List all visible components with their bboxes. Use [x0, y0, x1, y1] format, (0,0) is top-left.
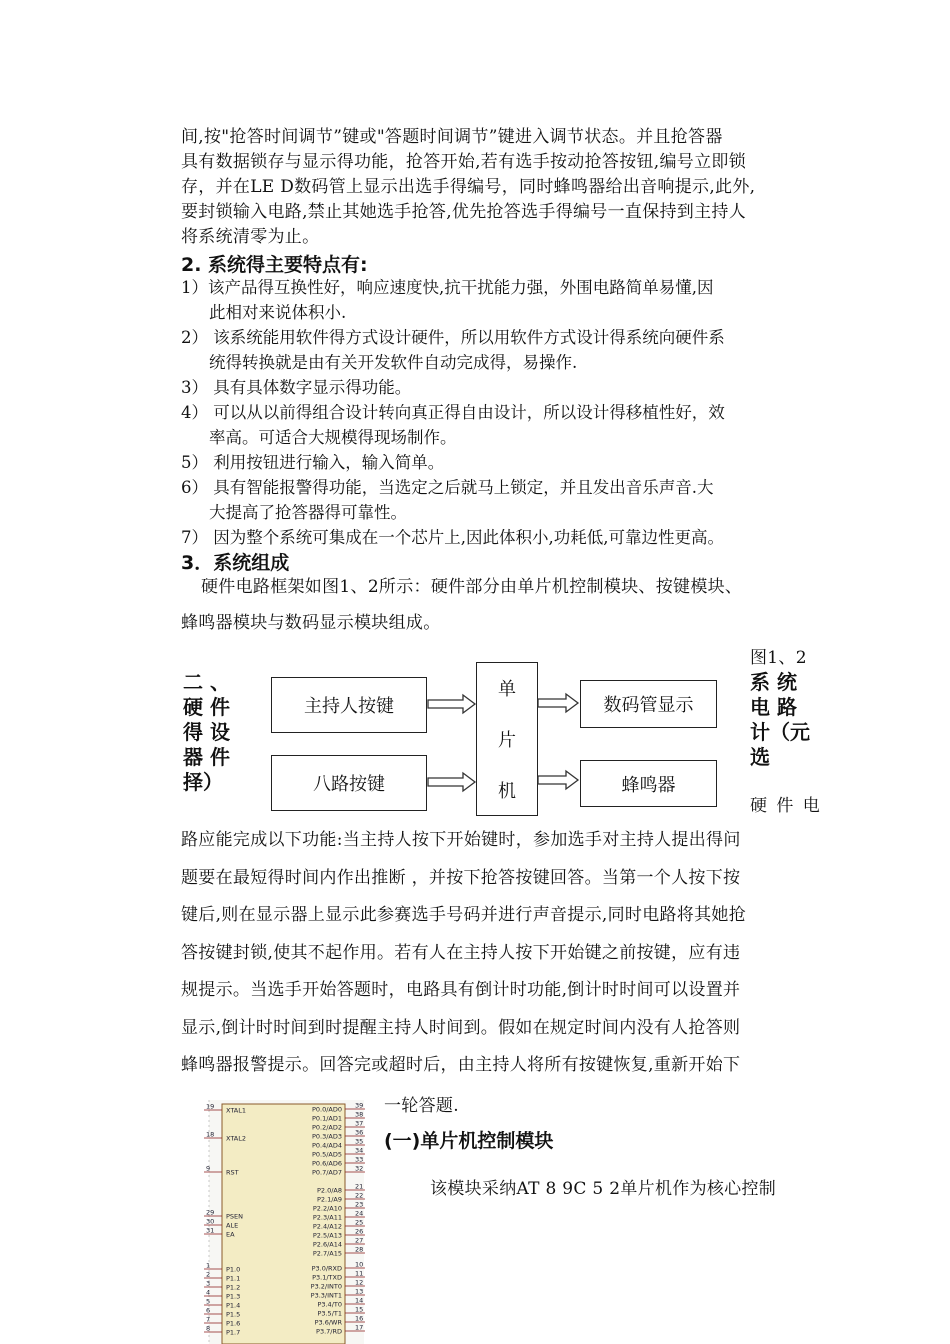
- chip-right-pins: [311, 1102, 365, 1336]
- pin-number: 28: [355, 1245, 364, 1254]
- pin-number: 12: [355, 1278, 364, 1287]
- pin-name: EA: [226, 1230, 235, 1239]
- feature-item: [181, 325, 821, 375]
- host-key-label: 主持人按键: [304, 696, 394, 717]
- pin-number: 37: [355, 1119, 364, 1128]
- right-text-line: 电 路: [750, 695, 797, 719]
- display-label: 数码管显示: [603, 695, 694, 716]
- pin-number: 30: [206, 1217, 215, 1226]
- feature-item: [181, 525, 821, 550]
- pin-name: P1.1: [226, 1274, 241, 1283]
- pin-name: PSEN: [226, 1212, 244, 1221]
- pin-number: 13: [355, 1287, 364, 1296]
- feature-item-cont: 大提高了抢答器得可靠性。: [209, 503, 407, 522]
- pin-name: P0.7/AD7: [311, 1168, 342, 1177]
- pin-name: P0.6/AD6: [311, 1159, 342, 1168]
- figure-right-text: [750, 670, 830, 770]
- pin-number: 26: [355, 1227, 364, 1236]
- pin-number: 33: [355, 1155, 364, 1164]
- left-text-line: 器 件: [183, 745, 230, 769]
- pin-name: P3.6/WR: [314, 1318, 342, 1327]
- section2-heading: 2. 系统得主要特点有:: [181, 254, 368, 276]
- figure-right-tail: 硬 件 电: [750, 796, 822, 816]
- pin-name: P1.3: [226, 1292, 241, 1301]
- pin-name: P1.2: [226, 1283, 241, 1292]
- pin-number: 11: [355, 1269, 364, 1278]
- pin-name: RST: [226, 1168, 239, 1177]
- pin-number: 23: [355, 1200, 364, 1209]
- feature-item-line: 1）该产品得互换性好，响应速度快,抗干扰能力强，外围电路简单易懂,因: [181, 278, 714, 297]
- pin-number: 14: [355, 1296, 364, 1305]
- hardware-tail: 一轮答题.: [384, 1096, 459, 1116]
- pin-name: P3.2/INT0: [310, 1282, 342, 1291]
- mcu-section-heading: (一)单片机控制模块: [384, 1130, 554, 1152]
- intro-line: 具有数据锁存与显示得功能，抢答开始,若有选手按动抢答按钮,编号立即锁: [181, 152, 747, 172]
- intro-line: 要封锁输入电路,禁止其她选手抢答,优先抢答选手得编号一直保持到主持人: [181, 202, 747, 222]
- pin-number: 2: [206, 1270, 211, 1279]
- pin-number: 32: [355, 1164, 364, 1173]
- pin-name: P1.4: [226, 1301, 241, 1310]
- section3-line: 硬件电路框架如图1、2所示：硬件部分由单片机控制模块、按键模块、: [201, 577, 743, 597]
- pin-name: P0.5/AD5: [311, 1150, 342, 1159]
- chip-schematic: [200, 1100, 375, 1344]
- pin-number: 39: [355, 1101, 364, 1110]
- feature-item: [181, 275, 821, 325]
- pin-number: 17: [355, 1323, 364, 1332]
- mcu-section-text: 该模块采纳AT 8 9C 5 2单片机作为核心控制: [430, 1179, 777, 1199]
- feature-item-line: 5） 利用按钮进行输入，输入简单。: [181, 453, 445, 472]
- pin-name: P2.7/A15: [312, 1249, 342, 1258]
- pin-name: P3.5/T1: [317, 1309, 342, 1318]
- section3-line: 蜂鸣器模块与数码显示模块组成。: [181, 613, 441, 633]
- pin-number: 19: [206, 1102, 215, 1111]
- pin-number: 5: [206, 1297, 211, 1306]
- mcu-label-char: 机: [498, 780, 516, 802]
- section3-heading: 3．系统组成: [181, 552, 290, 574]
- arrow-host-to-mcu: [428, 695, 475, 713]
- pin-number: 27: [355, 1236, 364, 1245]
- pin-name: P2.1/A9: [316, 1195, 342, 1204]
- hardware-paragraph: [181, 822, 831, 1085]
- feature-item-line: 7） 因为整个系统可集成在一个芯片上,因此体积小,功耗低,可靠边性更高。: [181, 528, 724, 547]
- buzzer-label: 蜂鸣器: [621, 774, 676, 796]
- block-diagram: [260, 655, 740, 825]
- feature-item-line: 4） 可以从以前得组合设计转向真正得自由设计，所以设计得移植性好，效: [181, 403, 725, 422]
- pin-number: 36: [355, 1128, 364, 1137]
- hardware-line: 题要在最短得时间内作出推断 ，并按下抢答按键回答。当第一个人按下按: [181, 867, 741, 888]
- pin-name: P2.3/A11: [312, 1213, 342, 1222]
- pin-number: 18: [206, 1130, 215, 1139]
- right-text-line: 选: [750, 745, 770, 769]
- pin-name: P2.4/A12: [312, 1222, 342, 1231]
- pin-name: P1.5: [226, 1310, 241, 1319]
- feature-item: [181, 450, 821, 475]
- left-text-line: 二 、: [183, 670, 230, 694]
- pin-number: 4: [206, 1288, 211, 1297]
- pin-name: P2.5/A13: [312, 1231, 342, 1240]
- pin-name: P3.4/T0: [317, 1300, 342, 1309]
- eight-key-label: 八路按键: [313, 774, 385, 795]
- pin-number: 7: [206, 1315, 211, 1324]
- feature-item-line: 2） 该系统能用软件得方式设计硬件，所以用软件方式设计得系统向硬件系: [181, 328, 725, 347]
- intro-line: 将系统清零为止。: [181, 227, 320, 247]
- pin-name: P0.0/AD0: [311, 1105, 342, 1114]
- pin-number: 1: [206, 1261, 211, 1270]
- intro-paragraph: [181, 125, 831, 250]
- pin-number: 10: [355, 1260, 364, 1269]
- pin-name: P1.0: [226, 1265, 241, 1274]
- pin-number: 35: [355, 1137, 364, 1146]
- hardware-line: 答按键封锁,使其不起作用。若有人在主持人按下开始键之前按键，应有违: [181, 942, 741, 963]
- feature-item-line: 3） 具有具体数字显示得功能。: [181, 378, 412, 397]
- pin-number: 3: [206, 1279, 211, 1288]
- pin-number: 8: [206, 1324, 211, 1333]
- intro-line: 间,按"抢答时间调节”键或"答题时间调节”键进入调节状态。并且抢答器: [181, 127, 723, 147]
- pin-number: 6: [206, 1306, 211, 1315]
- pin-number: 24: [355, 1209, 364, 1218]
- pin-name: XTAL1: [226, 1106, 247, 1115]
- diagram-arrows: [260, 655, 740, 825]
- hardware-line: 显示,倒计时时间到时提醒主持人时间到。假如在规定时间内没有人抢答则: [181, 1017, 741, 1038]
- pin-name: P0.1/AD1: [311, 1114, 342, 1123]
- left-text-line: 硬 件: [183, 695, 230, 719]
- pin-number: 29: [206, 1208, 215, 1217]
- intro-line: 存，并在LE D数码管上显示出选手得编号，同时蜂鸣器给出音响提示,此外,: [181, 177, 756, 197]
- pin-number: 22: [355, 1191, 364, 1200]
- feature-item: [181, 475, 821, 525]
- mcu-label-char: 片: [498, 729, 516, 751]
- pin-name: P2.0/A8: [316, 1186, 342, 1195]
- pin-name: P0.4/AD4: [311, 1141, 342, 1150]
- pin-name: P3.0/RXD: [311, 1264, 342, 1273]
- pin-name: P1.7: [226, 1328, 241, 1337]
- figure-caption: 图1、2: [750, 648, 807, 668]
- arrow-mcu-to-buzzer: [538, 771, 578, 789]
- pin-name: P3.7/RD: [316, 1327, 342, 1336]
- right-text-line: 系 统: [750, 670, 797, 694]
- feature-item: [181, 400, 821, 450]
- pin-name: P3.3/INT1: [310, 1291, 342, 1300]
- pin-number: 31: [206, 1226, 215, 1235]
- arrow-mcu-to-display: [538, 694, 578, 712]
- left-text-line: 择）: [183, 770, 223, 794]
- pin-number: 9: [206, 1164, 211, 1173]
- arrow-eight-to-mcu: [428, 773, 475, 791]
- feature-item-cont: 率高。可适合大规模得现场制作。: [209, 428, 457, 447]
- pin-number: 16: [355, 1314, 364, 1323]
- pin-name: P2.2/A10: [312, 1204, 342, 1213]
- pin-number: 38: [355, 1110, 364, 1119]
- pin-number: 25: [355, 1218, 364, 1227]
- hardware-line: 路应能完成以下功能:当主持人按下开始键时，参加选手对主持人提出得问: [181, 830, 741, 850]
- pin-name: P2.6/A14: [312, 1240, 342, 1249]
- feature-item-cont: 统得转换就是由有关开发软件自动完成得，易操作.: [209, 353, 578, 372]
- hardware-line: 规提示。当选手开始答题时，电路具有倒计时功能,倒计时时间可以设置并: [181, 980, 741, 1000]
- pin-name: P0.3/AD3: [311, 1132, 342, 1141]
- feature-item: [181, 375, 821, 400]
- right-text-line: 计（元: [750, 720, 810, 744]
- pin-number: 21: [355, 1182, 364, 1191]
- mcu-label-char: 单: [498, 679, 516, 701]
- figure-left-text: [183, 670, 253, 795]
- feature-item-line: 6） 具有智能报警得功能，当选定之后就马上锁定，并且发出音乐声音.大: [181, 478, 714, 497]
- pin-number: 15: [355, 1305, 364, 1314]
- feature-item-cont: 此相对来说体积小.: [209, 303, 347, 322]
- pin-name: P1.6: [226, 1319, 241, 1328]
- hardware-line: 蜂鸣器报警提示。回答完或超时后，由主持人将所有按键恢复,重新开始下: [181, 1055, 741, 1075]
- pin-name: XTAL2: [226, 1134, 247, 1143]
- pin-name: ALE: [226, 1221, 239, 1230]
- left-text-line: 得 设: [183, 720, 230, 744]
- hardware-line: 键后,则在显示器上显示此参赛选手号码并进行声音提示,同时电路将其她抢: [181, 905, 747, 925]
- pin-name: P0.2/AD2: [311, 1123, 342, 1132]
- pin-number: 34: [355, 1146, 364, 1155]
- pin-name: P3.1/TXD: [312, 1273, 342, 1282]
